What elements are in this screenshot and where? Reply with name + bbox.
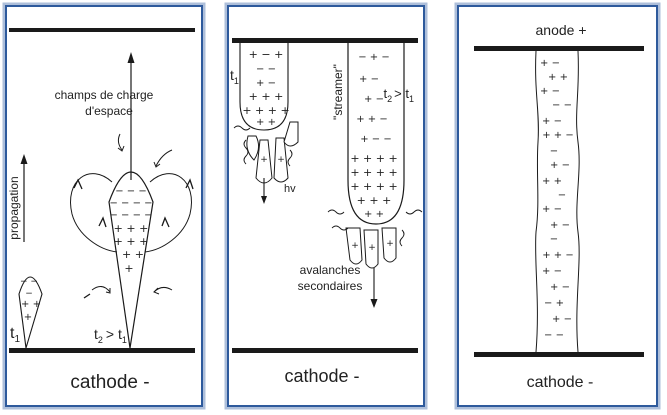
svg-text:+ −: + − (542, 116, 562, 127)
svg-text:+ −: + − (540, 58, 560, 69)
cathode-label: cathode - (526, 374, 594, 391)
charge-mixed: + − (364, 94, 384, 105)
svg-text:+ + −: + + − (542, 250, 574, 261)
t1-label: $t_1$ (10, 325, 21, 345)
svg-text:+ −: + − (542, 204, 562, 215)
svg-text:+ −: + − (540, 86, 560, 97)
charge-minus: − − − − (109, 198, 153, 209)
cathode-label: cathode - (70, 372, 150, 393)
svg-text:−: − (549, 146, 559, 157)
svg-text:+ +: + + (548, 72, 568, 83)
charge-minus: − − − (115, 186, 147, 197)
charge-plus: + + + + (350, 152, 398, 165)
cathode-plate (474, 352, 644, 357)
cathode-label: cathode - (284, 366, 360, 386)
charge-mixed: − + − (358, 52, 390, 63)
charge-plus: + (124, 262, 134, 275)
panel-3-channel (454, 2, 661, 410)
charge-plus: + + + + (242, 104, 290, 117)
svg-text:−: − (557, 190, 567, 201)
panel-1-frame (6, 6, 202, 406)
svg-text:− +: − + (544, 298, 564, 309)
panel-1-svg (2, 2, 206, 410)
t2-label: $t_2 > t_1$ (94, 326, 127, 345)
charge-plus: + + + (113, 235, 149, 248)
svg-text:+ −: + − (542, 266, 562, 277)
charge-plus: + − + (248, 48, 284, 61)
charge-mixed: + + − (356, 114, 388, 125)
charge-plus: + + (364, 209, 384, 220)
svg-text:+ −: + − (550, 282, 570, 293)
charge-mixed: + − (359, 74, 379, 85)
panel-1-primary-avalanche (2, 2, 206, 410)
charge-mixed: + − (256, 78, 276, 89)
charge-plus: + + + + (350, 180, 398, 193)
charge-plus: + + (256, 117, 276, 128)
charge-plus: + + + (356, 194, 392, 207)
charge-plus: + (260, 155, 268, 165)
charge-minus: − − (256, 64, 276, 75)
charge-minus: − − − − (109, 210, 153, 221)
svg-text:+ −: + − (550, 160, 570, 171)
space-charge-label-2: d'espace (85, 104, 133, 118)
charge-plus: + (386, 239, 394, 249)
svg-text:− −: − − (552, 100, 572, 111)
charge-minus: − (25, 289, 33, 299)
avalanches-label-1: avalanches (299, 263, 361, 277)
charge-plus: + (277, 155, 285, 165)
svg-text:+ + −: + + − (542, 130, 574, 141)
propagation-label: propagation (7, 176, 21, 240)
top-electrode (9, 28, 195, 32)
t1-label: $t_1$ (230, 67, 239, 86)
cathode-plate (9, 348, 195, 353)
charge-mixed: + − − (360, 134, 392, 145)
charge-plus: + + + + (350, 166, 398, 179)
charge-plus: + (351, 241, 359, 251)
photon-label: hv (284, 183, 296, 195)
t2-label: $t_2 > t_1$ (383, 86, 414, 104)
streamer-label: "streamer" (331, 64, 345, 120)
anode-plate (474, 46, 644, 51)
charge-plus: + + + (248, 90, 284, 103)
svg-text:+ −: + − (550, 220, 570, 231)
charge-plus: + + + (113, 222, 149, 235)
space-charge-label-1: champs de charge (54, 88, 154, 102)
svg-text:+ −: + − (552, 314, 572, 325)
svg-text:+ +: + + (542, 176, 562, 187)
svg-text:− −: − − (544, 330, 564, 341)
panel-2-svg (224, 2, 428, 410)
cathode-plate (232, 348, 418, 353)
svg-text:−: − (549, 234, 559, 245)
top-electrode (232, 38, 418, 43)
anode-label: anode + (535, 22, 587, 38)
charge-minus: − − (20, 277, 38, 287)
avalanches-label-2: secondaires (297, 279, 363, 293)
charge-plus: + + (122, 248, 144, 261)
charge-plus: + (23, 312, 33, 323)
panel-2-streamer (224, 2, 428, 410)
panel-3-svg (454, 2, 661, 410)
charge-plus: + + (21, 299, 41, 310)
charge-plus: + (368, 243, 376, 253)
